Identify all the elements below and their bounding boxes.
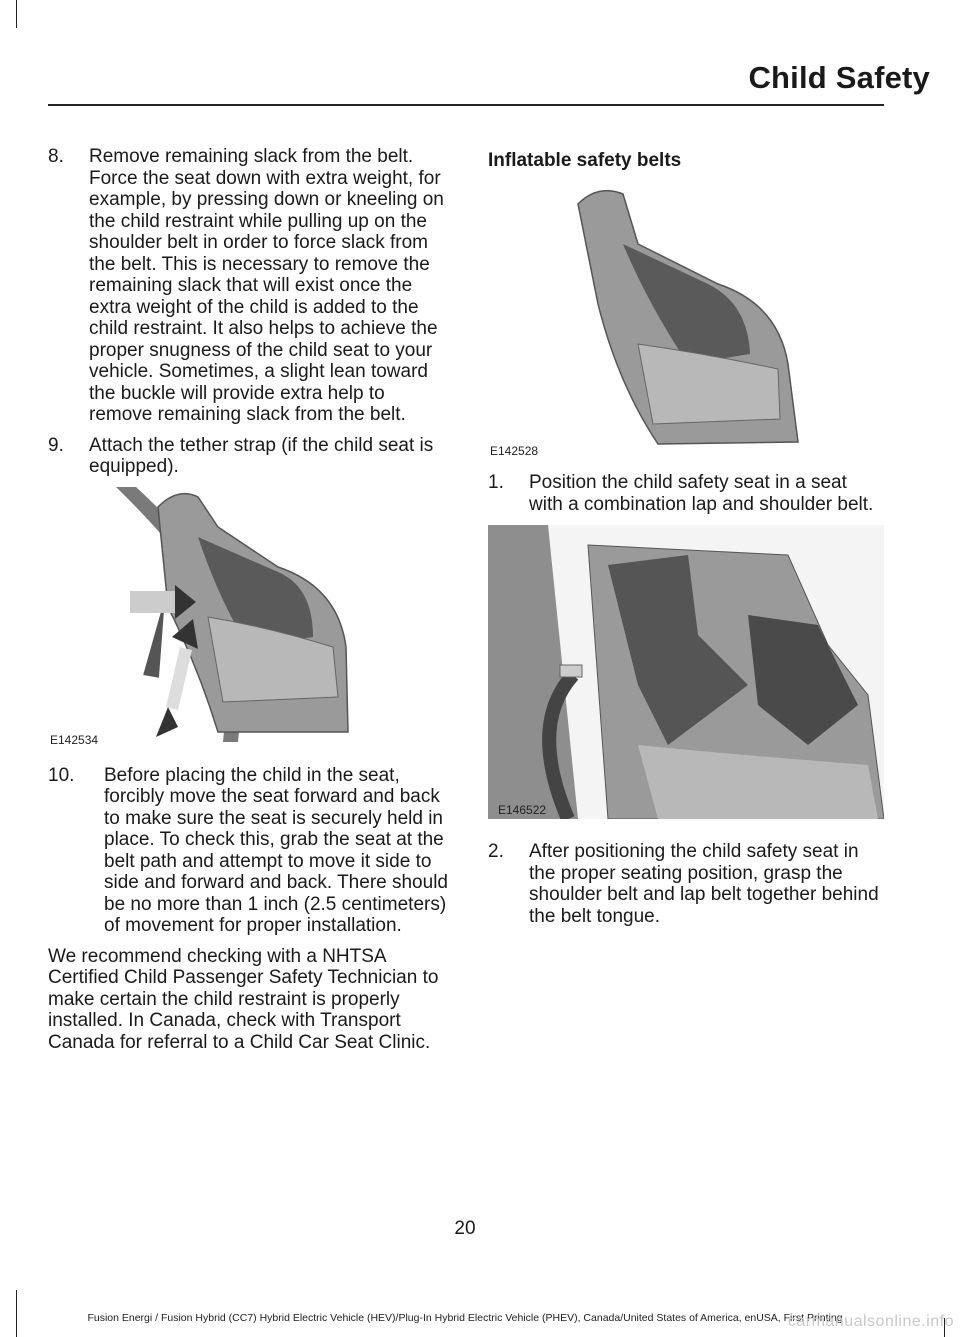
figure-inflatable-belt-seat [488, 184, 884, 460]
step-1-text: Position the child safety seat in a seat with a combination lap and shoulder belt. [529, 472, 874, 515]
footer-text: Fusion Energi / Fusion Hybrid (CC7) Hybrid Electric Vehicle (HEV)/Plug-In Hybrid Electric Vehicle (PHEV), Canada/United States of America, enUSA, First Printing [87, 1312, 843, 1324]
step-9-number: 9. [48, 434, 64, 456]
step-1-number: 1. [488, 472, 504, 493]
step-9 [48, 435, 448, 478]
step-10 [48, 765, 448, 937]
section-heading: Inflatable safety belts [488, 150, 682, 171]
step-8-text: Remove remaining slack from the belt. Force the seat down with extra weight, for example, by pressing down or kneeling on the child restraint while pulling up on the shoulder belt in order to force slack from the belt. This is necessary to remove the remaining slack that will exist once the extra weight of the child is added to the child restraint. It also helps to achieve the proper snugness of the child seat to your vehicle. Sometimes, a slight lean toward the buckle will provide extra help to remove remaining slack from the belt. [89, 146, 444, 425]
recommendation-paragraph: We recommend checking with a NHTSA Certified Child Passenger Safety Technician to make certain the child restraint is properly installed. In Canada, check with Transport Canada for referral to a Child Car Seat Clinic. [48, 945, 439, 1053]
left-column [48, 146, 448, 1053]
right-column [488, 146, 884, 936]
watermark: carmanualsonline.info [787, 1313, 954, 1330]
step-8 [48, 146, 448, 426]
crop-mark-top-left [16, 0, 17, 28]
page-title: Child Safety [748, 60, 930, 95]
figure-belt-position [488, 525, 884, 819]
child-seat-illustration-2 [488, 184, 884, 460]
step-2 [488, 841, 884, 927]
step-10-text: Before placing the child in the seat, forcibly move the seat forward and back to make sure the seat is securely held in place. To check this, grab the seat at the belt path and attempt to move it side to side and forward and back. There should be no more than 1 inch (2.5 centimeters) of movement for proper installation. [104, 764, 448, 936]
child-seat-closeup-illustration [488, 525, 884, 819]
figure-id-e142534: E142534 [50, 732, 99, 747]
step-2-number: 2. [488, 841, 504, 862]
child-seat-illustration [48, 487, 448, 749]
figure-id-e142528: E142528 [490, 444, 539, 458]
figure-tether-strap [48, 487, 448, 749]
step-1 [488, 472, 884, 515]
step-10-number: 10. [48, 764, 75, 786]
page-number: 20 [454, 1218, 476, 1239]
step-2-text: After positioning the child safety seat in the proper seating position, grasp the shoulder belt and lap belt together behind the belt tongue. [529, 841, 879, 927]
header-rule [48, 104, 884, 106]
step-8-number: 8. [48, 146, 64, 167]
step-9-text: Attach the tether strap (if the child seat is equipped). [89, 434, 434, 477]
figure-id-e146522: E146522 [498, 803, 547, 817]
